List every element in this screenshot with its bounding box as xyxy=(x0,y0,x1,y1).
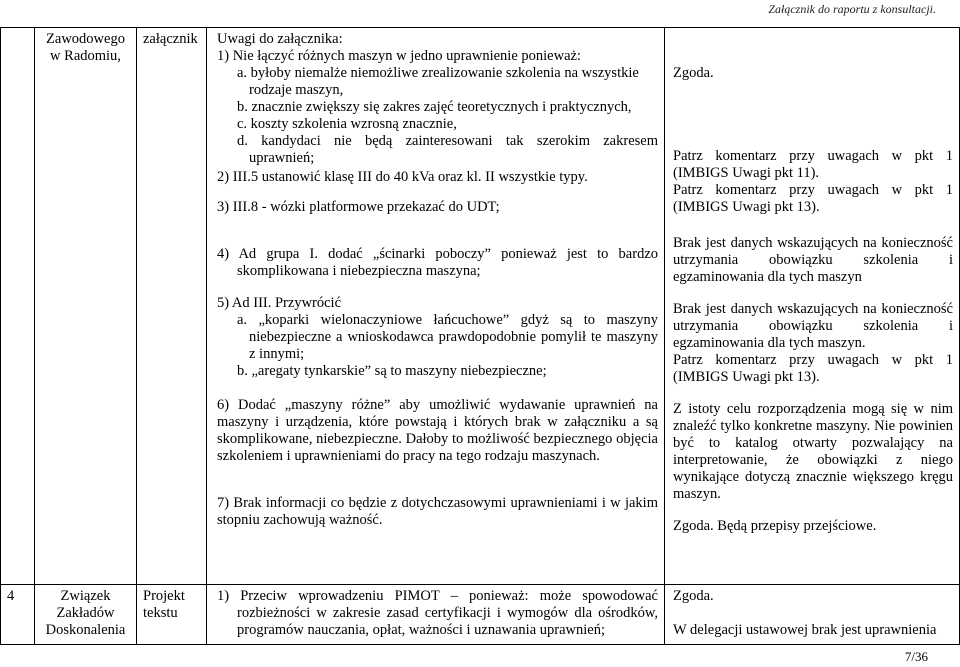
remark-3: 3) III.8 - wózki platformowe przekazać do UDT; xyxy=(217,199,500,215)
remarks-cell xyxy=(207,585,665,645)
remark-7: 7) Brak informacji co będzie z dotychczasowymi uprawnieniami i w jakim stopniu zachowują ważność. xyxy=(217,495,658,528)
remark-1b: b. znacznie zwiększy się zakres zajęć teoretycznych i praktycznych, xyxy=(237,99,632,115)
remark-1d: d. kandydaci nie będą zainteresowani tak szerokim zakresem uprawnień; xyxy=(237,133,658,166)
remark-5: 5) Ad III. Przywrócić xyxy=(217,295,342,311)
table-row xyxy=(1,585,960,645)
response-2: W delegacji ustawowej brak jest uprawnienia xyxy=(673,622,937,638)
remark-1c: c. koszty szkolenia wzrosną znacznie, xyxy=(237,116,457,132)
row-number: 4 xyxy=(1,585,35,645)
organization-cell: Zawodowego w Radomiu, xyxy=(35,28,137,585)
table-row xyxy=(1,28,960,585)
remark-5b: b. „aregaty tynkarskie” są to maszyny niebezpieczne; xyxy=(237,363,547,379)
response-3: Patrz komentarz przy uwagach w pkt 1 (IMBIGS Uwagi pkt 13). xyxy=(673,182,953,215)
document-type-cell: załącznik xyxy=(137,28,207,585)
response-1: Zgoda. xyxy=(673,588,714,604)
row-number xyxy=(1,28,35,585)
header-note: Załącznik do raportu z konsultacji. xyxy=(768,2,936,16)
consultation-table xyxy=(0,27,960,645)
responses-cell xyxy=(665,585,960,645)
remark-1: 1) Przeciw wprowadzeniu PIMOT – ponieważ: może spowodować rozbieżności w zakresie zasad certyfikacji i wymogów dla ośrodków, programów nauczania, opłat, ważności i uznawania uprawnień; xyxy=(217,588,658,638)
response-1: Zgoda. xyxy=(673,65,714,81)
remark-4: 4) Ad grupa I. dodać „ścinarki poboczy” ponieważ jest to bardzo skomplikowana i niebezpieczna maszyna; xyxy=(217,246,658,279)
remark-intro: Uwagi do załącznika: xyxy=(217,31,343,47)
remark-5a: a. „koparki wielonaczyniowe łańcuchowe” gdyż są to maszyny niebezpieczne a wnioskodawca prawdopodobnie pomylił te maszyny z innymi; xyxy=(237,312,658,362)
response-5a: Brak jest danych wskazujących na konieczność utrzymania obowiązku szkolenia i egzaminowania dla tych maszyn. xyxy=(673,301,953,351)
remark-2: 2) III.5 ustanowić klasę III do 40 kVa oraz kl. II wszystkie typy. xyxy=(217,169,588,185)
remark-6: 6) Dodać „maszyny różne” aby umożliwić wydawanie uprawnień na maszyny i urządzenia, które powstają i których brak w załączniku a są skomplikowane, niebezpieczne. Dałoby to możliwość bezpiecznego objęcia szkoleniem i uprawnieniami do pracy na tego rodzaju maszynach. xyxy=(217,397,658,464)
remark-1: 1) Nie łączyć różnych maszyn w jedno uprawnienie ponieważ: xyxy=(217,48,581,64)
document-type-cell: Projekt tekstu xyxy=(137,585,207,645)
page-number: 7/36 xyxy=(904,649,928,664)
response-2: Patrz komentarz przy uwagach w pkt 1 (IMBIGS Uwagi pkt 11). xyxy=(673,148,953,181)
response-5b: Patrz komentarz przy uwagach w pkt 1 (IMBIGS Uwagi pkt 13). xyxy=(673,352,953,385)
responses-cell xyxy=(665,28,960,585)
response-6: Z istoty celu rozporządzenia mogą się w nim znaleźć tylko konkretne maszyny. Nie powinien być to katalog otwarty pozwalający na interpretowanie, że obowiązki z niego wynikające dotyczą znacznie większego kręgu maszyn. xyxy=(673,401,953,502)
remarks-cell xyxy=(207,28,665,585)
response-4: Brak jest danych wskazujących na konieczność utrzymania obowiązku szkolenia i egzaminowania dla tych maszyn xyxy=(673,235,953,285)
organization-cell: Związek Zakładów Doskonalenia xyxy=(35,585,137,645)
response-7: Zgoda. Będą przepisy przejściowe. xyxy=(673,518,877,534)
remark-1a: a. byłoby niemalże niemożliwe zrealizowanie szkolenia na wszystkie rodzaje maszyn, xyxy=(237,65,639,98)
